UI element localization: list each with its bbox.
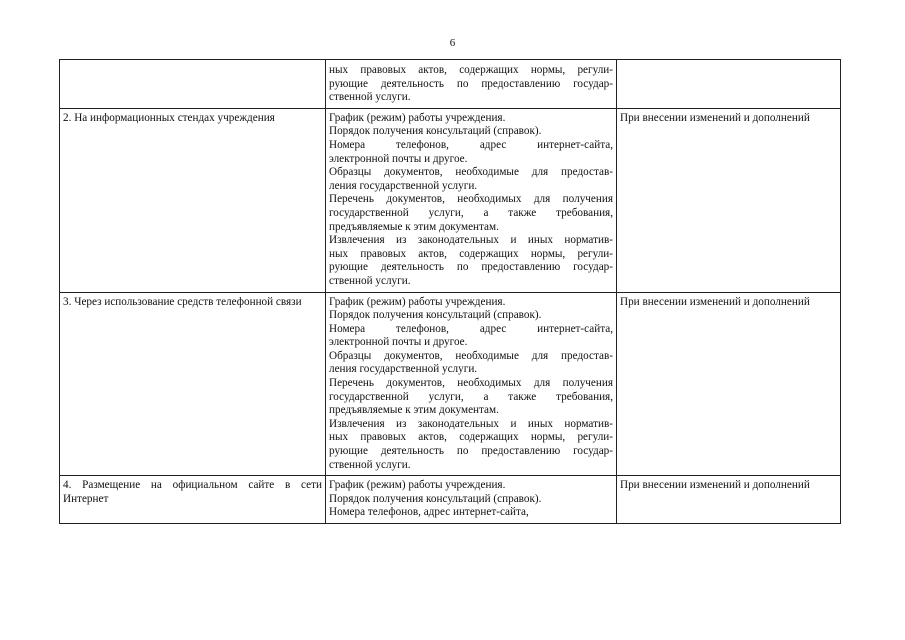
table-body: [60, 60, 841, 524]
info-line: Номера телефонов, адрес интернет-сайта,: [329, 322, 613, 335]
info-line: Перечень документов, необходимых для получения: [329, 193, 613, 206]
table-row: [60, 60, 841, 109]
frequency-cell: При внесении изменений и дополнений: [617, 476, 841, 524]
info-line: предъявляемые к этим документам.: [329, 404, 499, 417]
info-line: Номера телефонов, адрес интернет-сайта,: [329, 506, 529, 519]
channel-cell: 2. На информационных стендах учреждения: [60, 108, 326, 292]
info-line: предъявляемые к этим документам.: [329, 220, 499, 233]
info-line: График (режим) работы учреждения.: [329, 295, 506, 308]
info-cell: [326, 476, 617, 524]
info-line: рующие деятельность по предоставлению государ-: [329, 261, 613, 274]
info-cell: [326, 60, 617, 109]
info-line: Образцы документов, необходимые для предостав-: [329, 166, 613, 179]
info-line: ственной услуги.: [329, 458, 411, 471]
info-line: ственной услуги.: [329, 274, 411, 287]
page-number: 6: [449, 37, 456, 49]
table-row: [60, 292, 841, 476]
info-line: рующие деятельность по предоставлению государ-: [329, 77, 613, 90]
info-table: [59, 59, 841, 524]
info-line: Порядок получения консультаций (справок).: [329, 309, 542, 322]
frequency-cell: [617, 60, 841, 109]
table-row: [60, 476, 841, 524]
info-cell: [326, 292, 617, 476]
info-line: ных правовых актов, содержащих нормы, регули-: [329, 431, 613, 444]
info-line: государственной услуги, а также требования,: [329, 390, 613, 403]
info-line: ных правовых актов, содержащих нормы, регули-: [329, 64, 613, 76]
info-line: Порядок получения консультаций (справок).: [329, 125, 542, 138]
info-line: Извлечения из законодательных и иных норматив-: [329, 417, 613, 430]
frequency-cell: При внесении изменений и дополнений: [617, 108, 841, 292]
info-cell: [326, 108, 617, 292]
info-line: ных правовых актов, содержащих нормы, регули-: [329, 247, 613, 260]
table-row: [60, 108, 841, 292]
channel-cell: 4. Размещение на официальном сайте в сети Интернет: [60, 476, 326, 524]
info-line: ления государственной услуги.: [329, 179, 478, 192]
info-line: ственной услуги.: [329, 91, 411, 104]
channel-cell: [60, 60, 326, 109]
frequency-cell: При внесении изменений и дополнений: [617, 292, 841, 476]
info-line: государственной услуги, а также требования,: [329, 206, 613, 219]
info-line: Извлечения из законодательных и иных норматив-: [329, 234, 613, 247]
info-line: Образцы документов, необходимые для предостав-: [329, 349, 613, 362]
info-line: ления государственной услуги.: [329, 363, 478, 376]
info-line: электронной почты и другое.: [329, 152, 468, 165]
info-line: рующие деятельность по предоставлению государ-: [329, 445, 613, 458]
info-line: электронной почты и другое.: [329, 336, 468, 349]
info-line: Порядок получения консультаций (справок).: [329, 492, 542, 505]
info-line: Перечень документов, необходимых для получения: [329, 377, 613, 390]
info-line: График (режим) работы учреждения.: [329, 479, 506, 492]
channel-cell: 3. Через использование средств телефонной связи: [60, 292, 326, 476]
info-line: График (режим) работы учреждения.: [329, 111, 506, 124]
info-line: Номера телефонов, адрес интернет-сайта,: [329, 138, 613, 151]
